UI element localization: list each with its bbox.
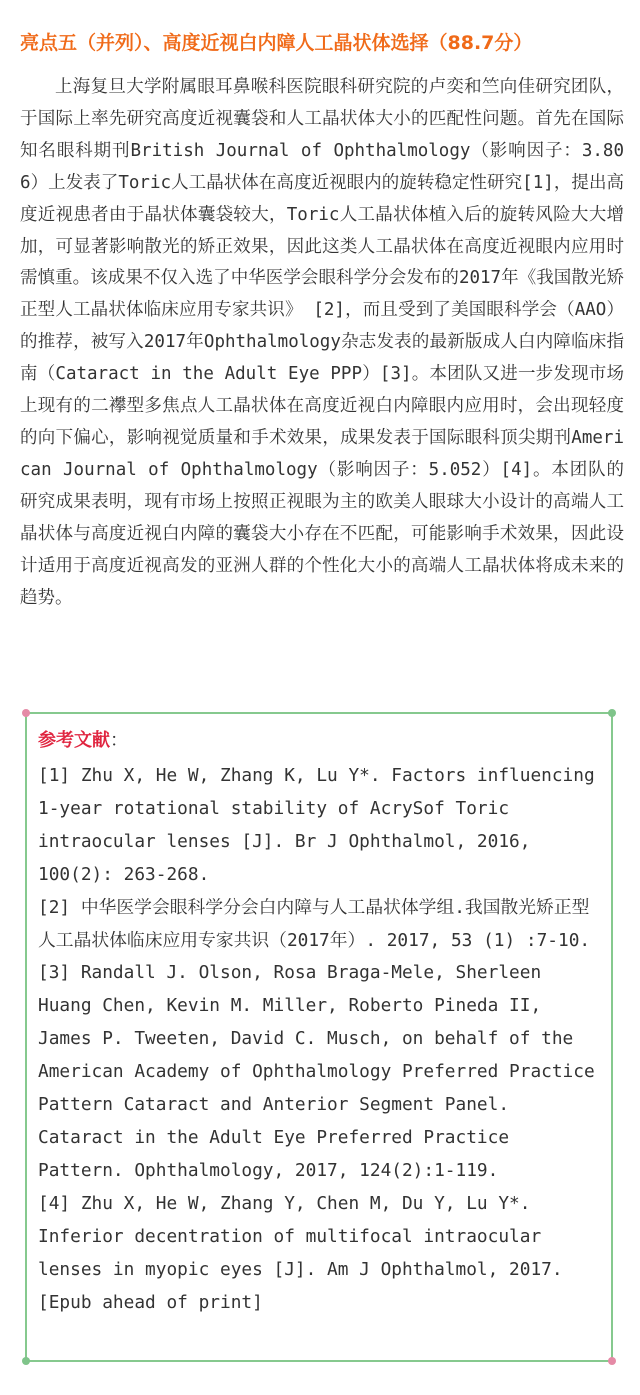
reference-item: [1] Zhu X, He W, Zhang K, Lu Y*. Factors influencing 1-year rotational stability of AcrySof Toric intraocular lenses [J]. Br J Ophthalmol, 2016, 100(2): 263-268.	[38, 765, 595, 885]
reference-item: [3] Randall J. Olson, Rosa Braga-Mele, Sherleen Huang Chen, Kevin M. Miller, Roberto Pineda II, James P. Tweeten, David C. Musch, on behalf of the American Academy of Ophthalmology Preferred Practice Pattern Cataract and Anterior Segment Panel. Cataract in the Adult Eye Preferred Practice Pattern. Ophthalmology, 2017, 124(2):1-119.	[38, 962, 595, 1181]
references-heading	[38, 726, 128, 756]
reference-item: [4] Zhu X, He W, Zhang Y, Chen M, Du Y, Lu Y*. Inferior decentration of multifocal intraocular lenses in myopic eyes [J]. Am J Ophthalmol, 2017. [Epub ahead of print]	[38, 1192, 563, 1313]
corner-dot-icon	[22, 1357, 30, 1365]
reference-item: [2] 中华医学会眼科学分会白内障与人工晶状体学组.我国散光矫正型人工晶状体临床应用专家共识（2017年）. 2017, 53 (1) :7-10.	[38, 896, 591, 951]
references-list	[38, 760, 602, 1319]
references-heading-label: 参考文献	[38, 730, 110, 751]
references-heading-colon: ：	[110, 730, 128, 751]
corner-dot-icon	[608, 1357, 616, 1365]
page-title: 亮点五（并列）、高度近视白内障人工晶状体选择（88.7分）	[20, 31, 533, 54]
article-paragraph: 上海复旦大学附属眼耳鼻喉科医院眼科研究院的卢奕和竺向佳研究团队，于国际上率先研究高度近视囊袋和人工晶状体大小的匹配性问题。首先在国际知名眼科期刊British Journal of Ophthalmology（影响因子：3.806）上发表了Toric人工晶状体在高度近视眼内的旋转稳定性研究[1]，提出高度近视患者由于晶状体囊袋较大，Toric人工晶状体植入后的旋转风险大大增加，可显著影响散光的矫正效果，因此这类人工晶状体在高度近视眼内应用时需慎重。该成果不仅入选了中华医学会眼科学分会发布的2017年《我国散光矫正型人工晶状体临床应用专家共识》 [2]，而且受到了美国眼科学会（AAO）的推荐，被写入2017年Ophthalmology杂志发表的最新版成人白内障临床指南（Cataract in the Adult Eye PPP）[3]。本团队又进一步发现市场上现有的二襻型多焦点人工晶状体在高度近视白内障眼内应用时，会出现轻度的向下偏心，影响视觉质量和手术效果，成果发表于国际眼科顶尖期刊American Journal of Ophthalmology（影响因子：5.052）[4]。本团队的研究成果表明，现有市场上按照正视眼为主的欧美人眼球大小设计的高端人工晶状体与高度近视白内障的囊袋大小存在不匹配，可能影响手术效果，因此设计适用于高度近视高发的亚洲人群的个性化大小的高端人工晶状体将成未来的趋势。	[20, 77, 624, 608]
corner-dot-icon	[22, 709, 30, 717]
references-box	[25, 712, 613, 1362]
corner-dot-icon	[608, 709, 616, 717]
